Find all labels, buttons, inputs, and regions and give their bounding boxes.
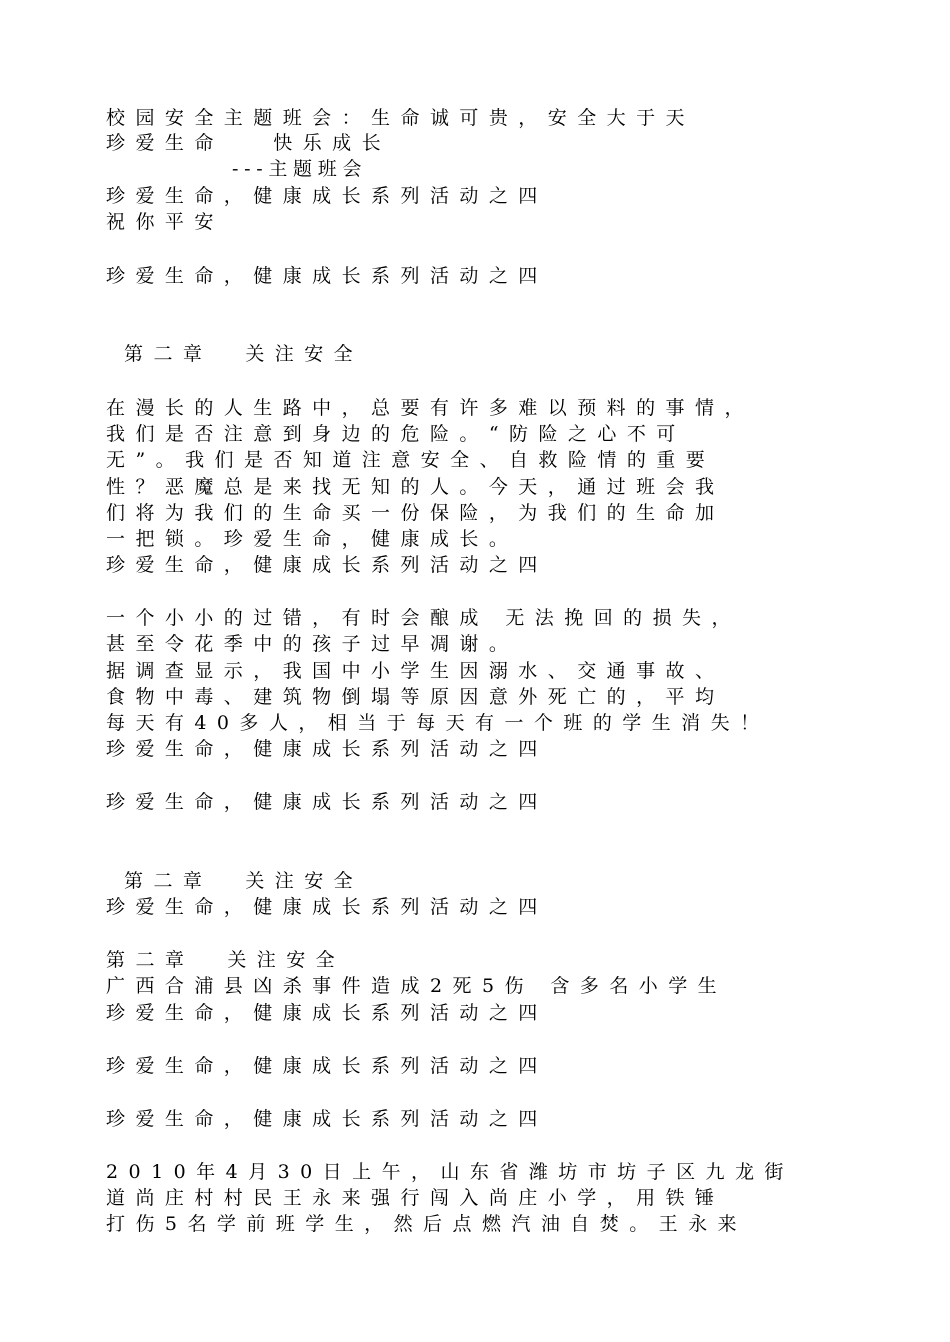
text-line: 珍爱生命，健康成长系列活动之四 — [106, 554, 548, 576]
paragraph-line: 食物中毒、建筑物倒塌等原因意外死亡的，平均 — [106, 686, 725, 708]
paragraph-line: 们将为我们的生命买一份保险，为我们的生命加 — [106, 502, 725, 524]
text-line: 珍爱生命，健康成长系列活动之四 — [106, 185, 548, 207]
paragraph-line: 打伤5名学前班学生，然后点燃汽油自焚。王永来 — [106, 1213, 747, 1235]
text-line: 珍爱生命，健康成长系列活动之四 — [106, 1002, 548, 1024]
paragraph-line: 一个小小的过错，有时会酿成 无法挽回的损失， — [106, 607, 741, 629]
paragraph-line: 每天有40多人，相当于每天有一个班的学生消失！ — [106, 712, 770, 734]
text-line: 祝你平安 — [106, 211, 224, 233]
paragraph-line: 2010年4月30日上午，山东省潍坊市坊子区九龙街 — [106, 1161, 794, 1183]
chapter-heading: 第二章 关注安全 — [124, 343, 364, 365]
paragraph-line: 一把锁。珍爱生命，健康成长。 — [106, 528, 519, 550]
text-line: 珍爱生命，健康成长系列活动之四 — [106, 896, 548, 918]
document-title: 校园安全主题班会：生命诚可贵，安全大于天 — [106, 107, 696, 129]
chapter-heading: 第二章 关注安全 — [124, 870, 364, 892]
news-headline: 广西合浦县凶杀事件造成2死5伤 含多名小学生 — [106, 975, 728, 997]
paragraph-line: 在漫长的人生路中，总要有许多难以预料的事情， — [106, 397, 754, 419]
subtitle: 珍爱生命 快乐成长 — [106, 132, 392, 154]
text-line: 珍爱生命，健康成长系列活动之四 — [106, 738, 548, 760]
text-line: 珍爱生命，健康成长系列活动之四 — [106, 1108, 548, 1130]
text-line: 珍爱生命，健康成长系列活动之四 — [106, 791, 548, 813]
paragraph-line: 道尚庄村村民王永来强行闯入尚庄小学，用铁锤 — [106, 1187, 725, 1209]
text-line: 珍爱生命，健康成长系列活动之四 — [106, 265, 548, 287]
paragraph-line: 无”。我们是否知道注意安全、自救险情的重要 — [106, 449, 716, 471]
subtitle-suffix: ---主题班会 — [232, 158, 368, 180]
paragraph-line: 甚至令花季中的孩子过早凋谢。 — [106, 633, 519, 655]
paragraph-line: 据调查显示，我国中小学生因溺水、交通事故、 — [106, 660, 725, 682]
text-line: 珍爱生命，健康成长系列活动之四 — [106, 1055, 548, 1077]
paragraph-line: 性？恶魔总是来找无知的人。今天，通过班会我 — [106, 476, 725, 498]
paragraph-line: 我们是否注意到身边的危险。“防险之心不可 — [106, 423, 686, 445]
chapter-heading: 第二章 关注安全 — [106, 949, 346, 971]
